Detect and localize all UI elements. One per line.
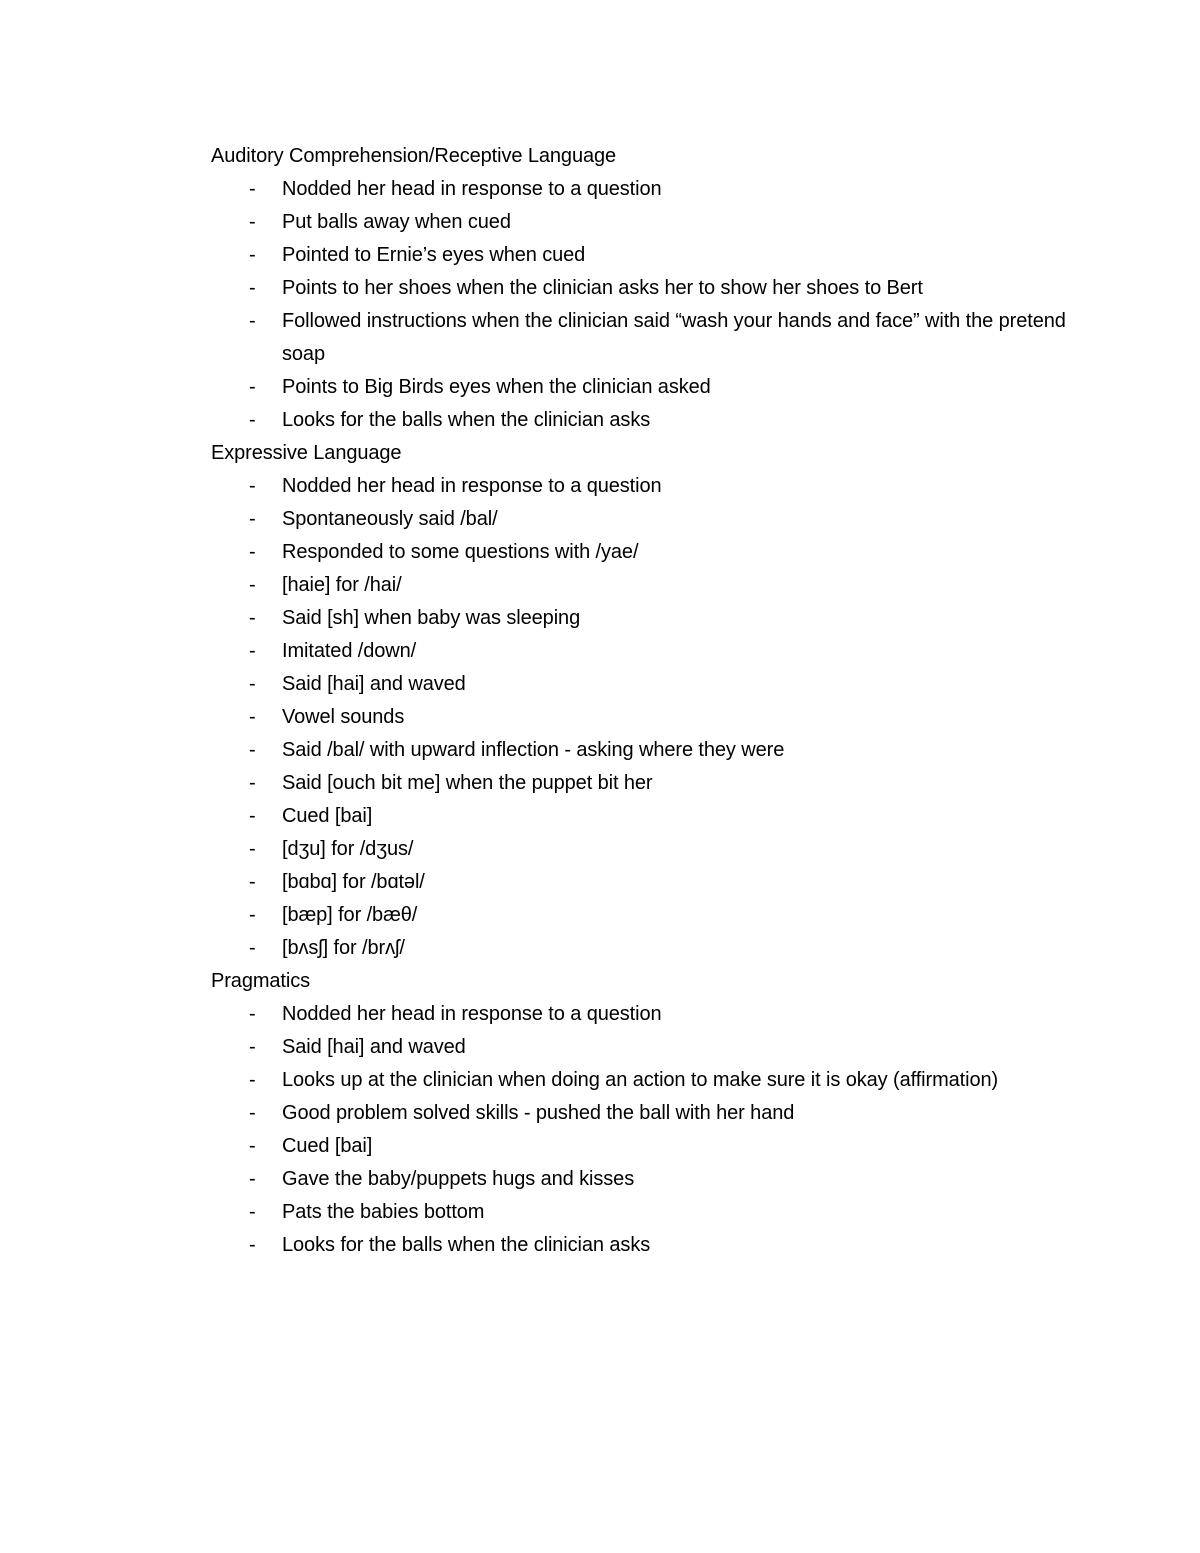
- list-item: [211, 800, 1091, 833]
- bullet-dash: -: [249, 1003, 256, 1025]
- bullet-dash: -: [249, 1168, 256, 1190]
- list-item: [211, 1229, 1091, 1262]
- section-heading: Auditory Comprehension/Receptive Language: [211, 145, 617, 167]
- list-item: [211, 536, 1091, 569]
- list-item: [211, 206, 1091, 239]
- list-item-text: Cued [bai]: [282, 805, 373, 827]
- list-item-text: Pointed to Ernie’s eyes when cued: [282, 244, 586, 266]
- bullet-dash: -: [249, 1069, 256, 1091]
- list-item-text: [bʌsʃ] for /brʌʃ/: [282, 937, 405, 959]
- section-pragmatics: [211, 965, 1091, 1262]
- list-item-text: Looks for the balls when the clinician asks: [282, 1234, 651, 1256]
- list-item-text: Said [sh] when baby was sleeping: [282, 607, 581, 629]
- list-item: [211, 569, 1091, 602]
- list-item: [211, 635, 1091, 668]
- bullet-dash: -: [249, 277, 256, 299]
- list-item: [211, 734, 1091, 767]
- bullet-dash: -: [249, 178, 256, 200]
- bullet-dash: -: [249, 772, 256, 794]
- list-item: [211, 899, 1091, 932]
- section-expressive-language: [211, 437, 1091, 965]
- list-item: [211, 371, 1091, 404]
- list-item-text: Said /bal/ with upward inflection - asking where they were: [282, 739, 785, 761]
- list-item-text: Pats the babies bottom: [282, 1201, 485, 1223]
- list-item-text: Looks up at the clinician when doing an action to make sure it is okay (affirmation): [282, 1069, 999, 1091]
- list-item-text: [haie] for /hai/: [282, 574, 402, 596]
- section-auditory-comprehension-receptive-language: [211, 140, 1091, 437]
- list-item: [211, 767, 1091, 800]
- bullet-dash: -: [249, 574, 256, 596]
- list-item-text: Good problem solved skills - pushed the ball with her hand: [282, 1102, 795, 1124]
- bullet-dash: -: [249, 871, 256, 893]
- list-item-text: Put balls away when cued: [282, 211, 511, 233]
- bullet-dash: -: [249, 244, 256, 266]
- list-item: [211, 1196, 1091, 1229]
- list-item-text: Points to her shoes when the clinician asks her to show her shoes to Bert: [282, 277, 923, 299]
- list-item: [211, 404, 1091, 437]
- list-item: [211, 503, 1091, 536]
- list-item: [211, 1163, 1091, 1196]
- list-item-text: Points to Big Birds eyes when the clinician asked: [282, 376, 711, 398]
- list-item-text: Vowel sounds: [282, 706, 405, 728]
- list-item: [211, 833, 1091, 866]
- list-item-text: Said [hai] and waved: [282, 1036, 466, 1058]
- bullet-dash: -: [249, 904, 256, 926]
- bullet-dash: -: [249, 838, 256, 860]
- list-item-text: Said [hai] and waved: [282, 673, 466, 695]
- list-item: [211, 866, 1091, 899]
- list-item-text: [bæp] for /bæθ/: [282, 904, 418, 926]
- list-item-text: Cued [bai]: [282, 1135, 373, 1157]
- list-item-text: Said [ouch bit me] when the puppet bit her: [282, 772, 653, 794]
- list-item: [211, 173, 1091, 206]
- list-item: [211, 272, 1091, 305]
- document-body: [211, 140, 1091, 1262]
- list-item: [211, 701, 1091, 734]
- list-item-text: Nodded her head in response to a question: [282, 475, 662, 497]
- list-item: [211, 1097, 1091, 1130]
- bullet-dash: -: [249, 310, 256, 332]
- list-item: [211, 1031, 1091, 1064]
- list-item-text: Looks for the balls when the clinician asks: [282, 409, 651, 431]
- list-item: [211, 1064, 1091, 1097]
- bullet-dash: -: [249, 739, 256, 761]
- bullet-dash: -: [249, 640, 256, 662]
- list-item: [211, 668, 1091, 701]
- bullet-dash: -: [249, 211, 256, 233]
- list-item-text: Gave the baby/puppets hugs and kisses: [282, 1168, 635, 1190]
- list-item: [211, 470, 1091, 503]
- bullet-dash: -: [249, 475, 256, 497]
- list-item: [211, 998, 1091, 1031]
- list-item-text: [dʒu] for /dʒus/: [282, 838, 414, 860]
- list-item-text: [bɑbɑ] for /bɑtəl/: [282, 871, 425, 893]
- list-item: [211, 602, 1091, 635]
- list-item: [211, 239, 1091, 272]
- section-heading: Pragmatics: [211, 970, 311, 992]
- list-item-text: Nodded her head in response to a question: [282, 1003, 662, 1025]
- bullet-dash: -: [249, 1201, 256, 1223]
- list-item-text: Nodded her head in response to a question: [282, 178, 662, 200]
- bullet-dash: -: [249, 607, 256, 629]
- bullet-dash: -: [249, 673, 256, 695]
- bullet-list: [211, 173, 1091, 437]
- bullet-dash: -: [249, 1234, 256, 1256]
- bullet-dash: -: [249, 409, 256, 431]
- bullet-dash: -: [249, 508, 256, 530]
- bullet-dash: -: [249, 1135, 256, 1157]
- list-item-text: Spontaneously said /bal/: [282, 508, 498, 530]
- bullet-dash: -: [249, 541, 256, 563]
- bullet-dash: -: [249, 376, 256, 398]
- list-item-text: Responded to some questions with /yae/: [282, 541, 639, 563]
- bullet-dash: -: [249, 937, 256, 959]
- bullet-list: [211, 998, 1091, 1262]
- bullet-list: [211, 470, 1091, 965]
- list-item: [211, 305, 1091, 371]
- list-item-text: Followed instructions when the clinician said “wash your hands and face” with the pretend soap: [282, 310, 1066, 365]
- bullet-dash: -: [249, 1102, 256, 1124]
- section-heading: Expressive Language: [211, 442, 402, 464]
- list-item: [211, 932, 1091, 965]
- bullet-dash: -: [249, 805, 256, 827]
- list-item-text: Imitated /down/: [282, 640, 417, 662]
- bullet-dash: -: [249, 706, 256, 728]
- list-item: [211, 1130, 1091, 1163]
- bullet-dash: -: [249, 1036, 256, 1058]
